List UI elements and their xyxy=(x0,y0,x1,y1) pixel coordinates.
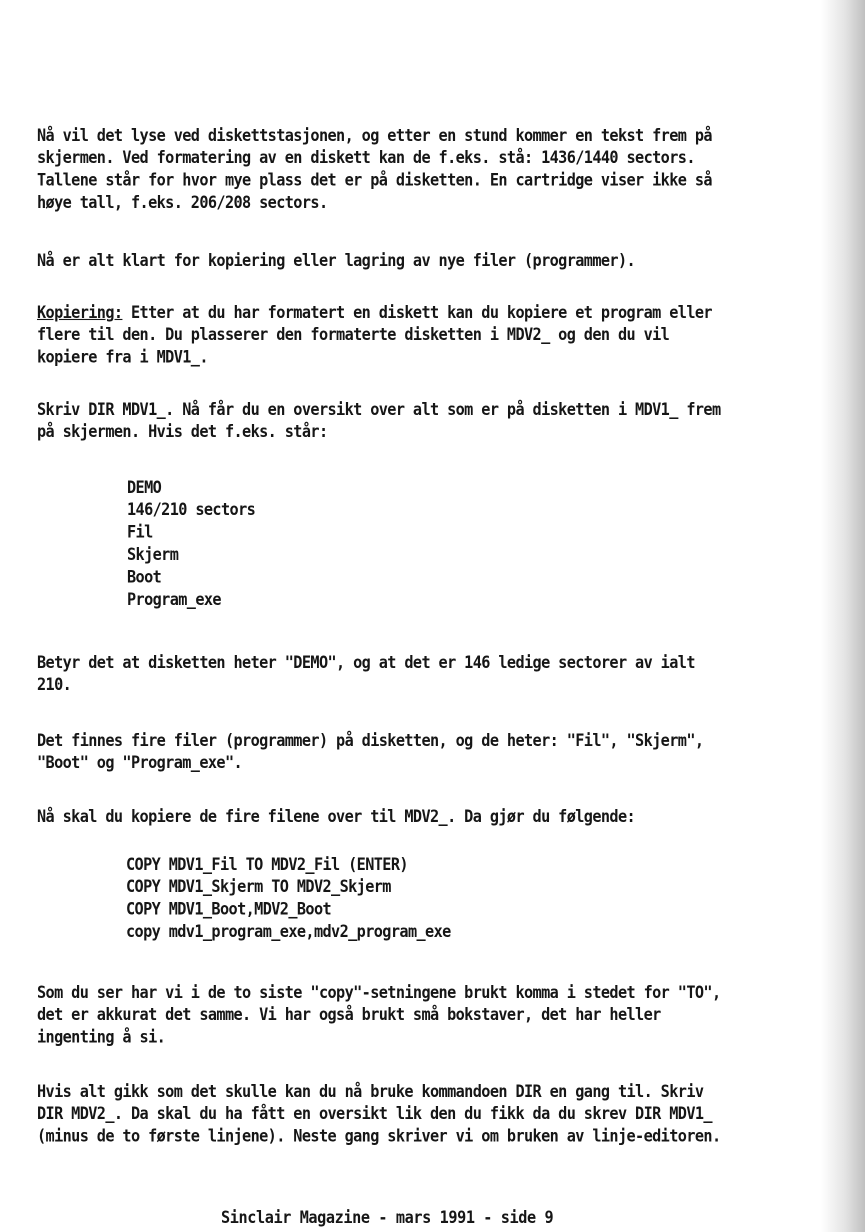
paragraph-closing xyxy=(37,1080,757,1147)
text-line: på skjermen. Hvis det f.eks. står: xyxy=(37,421,328,442)
text-line: Tallene står for hvor mye plass det er på disketten. En cartridge viser ikke så xyxy=(37,169,712,191)
paragraph-meaning xyxy=(37,651,757,696)
text-line: Som du ser har vi i de to siste "copy"-setningene brukt komma i stedet for "TO", xyxy=(37,982,721,1003)
text-line: Hvis alt gikk som det skulle kan du nå bruke kommandoen DIR en gang til. Skriv xyxy=(37,1081,704,1102)
copy-commands xyxy=(37,853,846,943)
paragraph-instruction xyxy=(37,805,757,827)
paragraph-intro xyxy=(37,124,757,214)
text-line xyxy=(37,301,757,323)
page-edge-shadow xyxy=(821,0,865,1232)
listing-line: Fil xyxy=(127,521,153,543)
text-run: Etter at du har formatert en diskett kan du kopiere et program eller xyxy=(122,302,712,323)
text-line: kopiere fra i MDV1_. xyxy=(37,346,208,368)
paragraph-copying xyxy=(37,301,757,368)
command-line: COPY MDV1_Fil TO MDV2_Fil (ENTER) xyxy=(126,854,408,875)
text-line: det er akkurat det samme. Vi har også brukt små bokstaver, det har heller xyxy=(37,1004,661,1025)
listing-line: Skjerm xyxy=(127,544,179,565)
command-line: COPY MDV1_Boot,MDV2_Boot xyxy=(126,898,332,920)
paragraph-files xyxy=(37,729,757,774)
listing-line: Boot xyxy=(127,566,162,587)
text-line: DIR MDV2_. Da skal du ha fått en oversikt lik den du fikk da du skrev DIR MDV1_ xyxy=(37,1103,712,1124)
paragraph-ready xyxy=(37,249,757,271)
text-line: Nå vil det lyse ved diskettstasjonen, og etter en stund kommer en tekst frem på xyxy=(37,125,712,146)
dir-listing xyxy=(37,476,847,610)
text-line: Det finnes fire filer (programmer) på disketten, og de heter: "Fil", "Skjerm", xyxy=(37,730,704,751)
text-line: Betyr det at disketten heter "DEMO", og at det er 146 ledige sectorer av ialt xyxy=(37,652,695,673)
text-line: Nå er alt klart for kopiering eller lagring av nye filer (programmer). xyxy=(37,250,636,271)
listing-line: DEMO xyxy=(127,477,162,498)
text-line: (minus de to første linjene). Neste gang skriver vi om bruken av linje-editoren. xyxy=(37,1125,721,1147)
paragraph-note xyxy=(37,981,757,1048)
command-line: copy mdv1_program_exe,mdv2_program_exe xyxy=(126,921,451,942)
copying-heading: Kopiering: xyxy=(37,302,123,323)
text-line: 210. xyxy=(37,674,72,695)
text-line: flere til den. Du plasserer den formaterte disketten i MDV2_ og den du vil xyxy=(37,324,670,345)
text-line: høye tall, f.eks. 206/208 sectors. xyxy=(37,192,328,213)
listing-line: Program_exe xyxy=(127,589,221,610)
page-footer: Sinclair Magazine - mars 1991 - side 9 xyxy=(221,1207,554,1228)
text-line: Nå skal du kopiere de fire filene over til MDV2_. Da gjør du følgende: xyxy=(37,806,636,827)
command-line: COPY MDV1_Skjerm TO MDV2_Skjerm xyxy=(126,876,391,897)
text-line: Skriv DIR MDV1_. Nå får du en oversikt over alt som er på disketten i MDV1_ frem xyxy=(37,399,721,420)
text-line: ingenting å si. xyxy=(37,1026,166,1048)
paragraph-dir xyxy=(37,398,757,443)
listing-line: 146/210 sectors xyxy=(127,499,256,520)
text-line: "Boot" og "Program_exe". xyxy=(37,752,243,773)
text-line: skjermen. Ved formatering av en diskett kan de f.eks. stå: 1436/1440 sectors. xyxy=(37,147,695,168)
